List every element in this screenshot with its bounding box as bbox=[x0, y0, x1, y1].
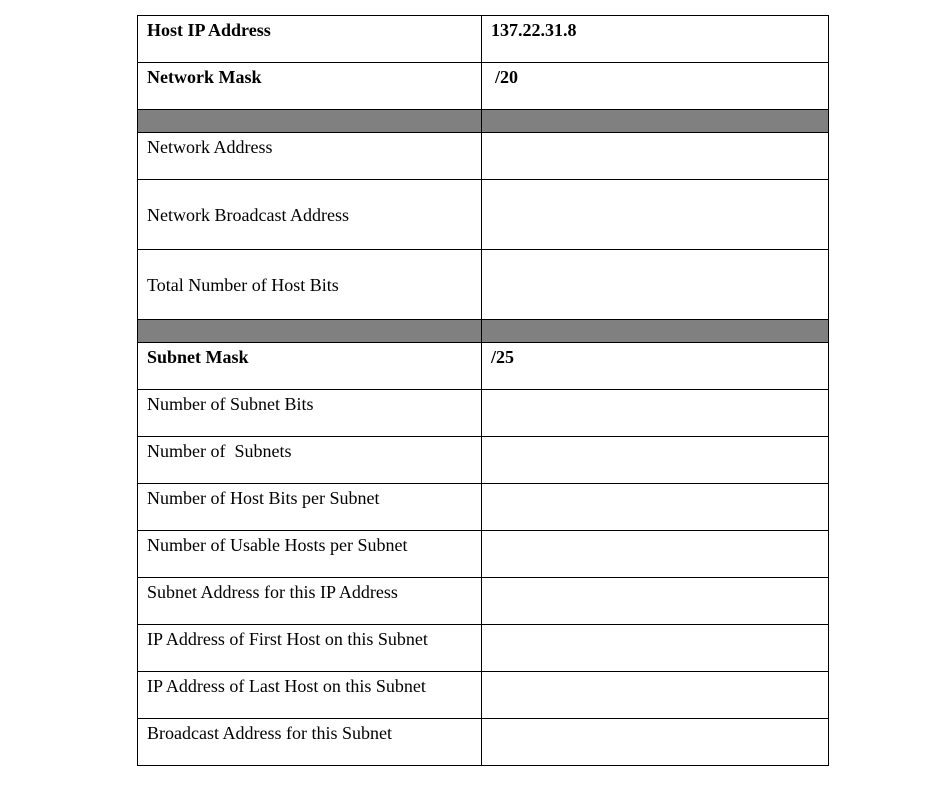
separator-cell bbox=[482, 320, 829, 343]
subnet-broadcast-answer[interactable] bbox=[482, 719, 829, 766]
host-bits-per-subnet-label: Number of Host Bits per Subnet bbox=[138, 484, 482, 531]
network-mask-value: /20 bbox=[482, 63, 829, 110]
network-address-label: Network Address bbox=[138, 133, 482, 180]
network-mask-label: Network Mask bbox=[138, 63, 482, 110]
subnet-mask-label: Subnet Mask bbox=[138, 343, 482, 390]
network-broadcast-label: Network Broadcast Address bbox=[138, 180, 482, 250]
subnetting-worksheet-table bbox=[137, 15, 829, 766]
network-broadcast-answer[interactable] bbox=[482, 180, 829, 250]
network-address-answer[interactable] bbox=[482, 133, 829, 180]
first-host-answer[interactable] bbox=[482, 625, 829, 672]
num-subnets-label: Number of Subnets bbox=[138, 437, 482, 484]
row-host-ip bbox=[138, 16, 829, 63]
row-network-mask bbox=[138, 63, 829, 110]
usable-hosts-label: Number of Usable Hosts per Subnet bbox=[138, 531, 482, 578]
row-subnet-mask bbox=[138, 343, 829, 390]
host-ip-label: Host IP Address bbox=[138, 16, 482, 63]
row-network-broadcast bbox=[138, 180, 829, 250]
subnet-bits-label: Number of Subnet Bits bbox=[138, 390, 482, 437]
host-bits-per-subnet-answer[interactable] bbox=[482, 484, 829, 531]
row-last-host bbox=[138, 672, 829, 719]
row-total-host-bits bbox=[138, 250, 829, 320]
separator-row-1 bbox=[138, 110, 829, 133]
subnet-mask-value: /25 bbox=[482, 343, 829, 390]
row-subnet-bits bbox=[138, 390, 829, 437]
row-host-bits-per-subnet bbox=[138, 484, 829, 531]
usable-hosts-answer[interactable] bbox=[482, 531, 829, 578]
row-num-subnets bbox=[138, 437, 829, 484]
subnet-bits-answer[interactable] bbox=[482, 390, 829, 437]
subnet-address-label: Subnet Address for this IP Address bbox=[138, 578, 482, 625]
row-first-host bbox=[138, 625, 829, 672]
num-subnets-answer[interactable] bbox=[482, 437, 829, 484]
last-host-answer[interactable] bbox=[482, 672, 829, 719]
host-ip-value: 137.22.31.8 bbox=[482, 16, 829, 63]
subnet-address-answer[interactable] bbox=[482, 578, 829, 625]
total-host-bits-answer[interactable] bbox=[482, 250, 829, 320]
separator-cell bbox=[138, 320, 482, 343]
first-host-label: IP Address of First Host on this Subnet bbox=[138, 625, 482, 672]
subnet-broadcast-label: Broadcast Address for this Subnet bbox=[138, 719, 482, 766]
last-host-label: IP Address of Last Host on this Subnet bbox=[138, 672, 482, 719]
row-subnet-broadcast bbox=[138, 719, 829, 766]
separator-cell bbox=[138, 110, 482, 133]
total-host-bits-label: Total Number of Host Bits bbox=[138, 250, 482, 320]
row-network-address bbox=[138, 133, 829, 180]
row-subnet-address bbox=[138, 578, 829, 625]
row-usable-hosts bbox=[138, 531, 829, 578]
separator-row-2 bbox=[138, 320, 829, 343]
separator-cell bbox=[482, 110, 829, 133]
